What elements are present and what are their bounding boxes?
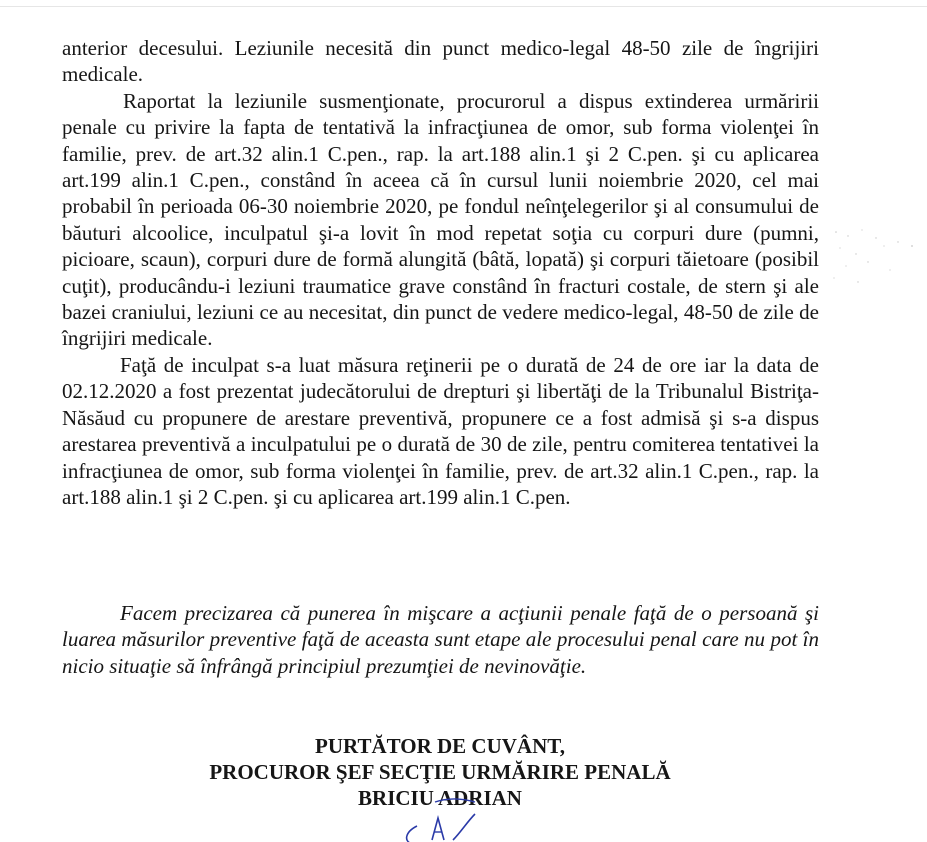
signatory-name: BRICIU ADRIAN	[358, 786, 522, 810]
paragraph-preventive-arrest: Faţă de inculpat s-a luat măsura reţinerii pe o durată de 24 de ore iar la data de 02.12.2020 a fost prezentat judecătorului de drepturi şi libertăţi de la Tribunalul Bistriţa-Năsăud cu propunere de arestare preventivă, propunere ce a fost admisă şi s-a dispus arestarea preventivă a inculpatului pe o durată de 30 de zile, pentru comiterea tentativei la infracţiunea de omor, sub forma violenţei în familie, prev. de art.32 alin.1 C.pen., rap. la art.188 alin.1 şi 2 C.pen. şi cu aplicarea art.199 alin.1 C.pen.	[62, 352, 819, 509]
paragraph-extension-of-prosecution: Raportat la leziunile susmenţionate, procurorul a dispus extinderea urmăririi penale cu privire la fapta de tentativă la infracţiunea de omor, sub forma violenţei în familie, prev. de art.32 alin.1 C.pen., rap. la art.188 alin.1 şi 2 C.pen. şi cu aplicarea art.199 alin.1 C.pen., constând în aceea că în cursul lunii noiembrie 2020, cel mai probabil în perioada 06-30 noiembrie 2020, pe fondul neînţelegerilor şi al consumului de băuturi alcoolice, inculpatul şi-a lovit în mod repetat soţia cu corpuri dure (pumni, picioare, scaun), corpuri dure de formă alungită (bâtă, lopată) şi corpuri tăietoare (posibil cuţit), producându-i leziuni traumatice grave constând în fracturi costale, de stern şi ale bazei craniului, leziuni ce au necesitat, din punct de vedere medico-legal, 48-50 de zile de îngrijiri medicale.	[62, 88, 819, 351]
signatory-position: PROCUROR ŞEF SECŢIE URMĂRIRE PENALĂ	[209, 760, 671, 784]
handwritten-signature-mark	[395, 792, 485, 842]
document-body	[62, 35, 819, 510]
presumption-of-innocence-note: Facem precizarea că punerea în mişcare a acţiunii penale faţă de o persoană şi luarea măsurilor preventive faţă de aceasta sunt etape ale procesului penal care nu pot în nicio situaţie să înfrângă principiul prezumţiei de nevinovăţie.	[62, 601, 819, 678]
signatory-role: PURTĂTOR DE CUVÂNT,	[315, 734, 565, 758]
paragraph-continuation: anterior decesului. Leziunile necesită din punct medico-legal 48-50 zile de îngrijiri medicale.	[62, 36, 819, 87]
scan-noise-marks	[828, 226, 923, 286]
scan-top-edge	[0, 6, 927, 7]
